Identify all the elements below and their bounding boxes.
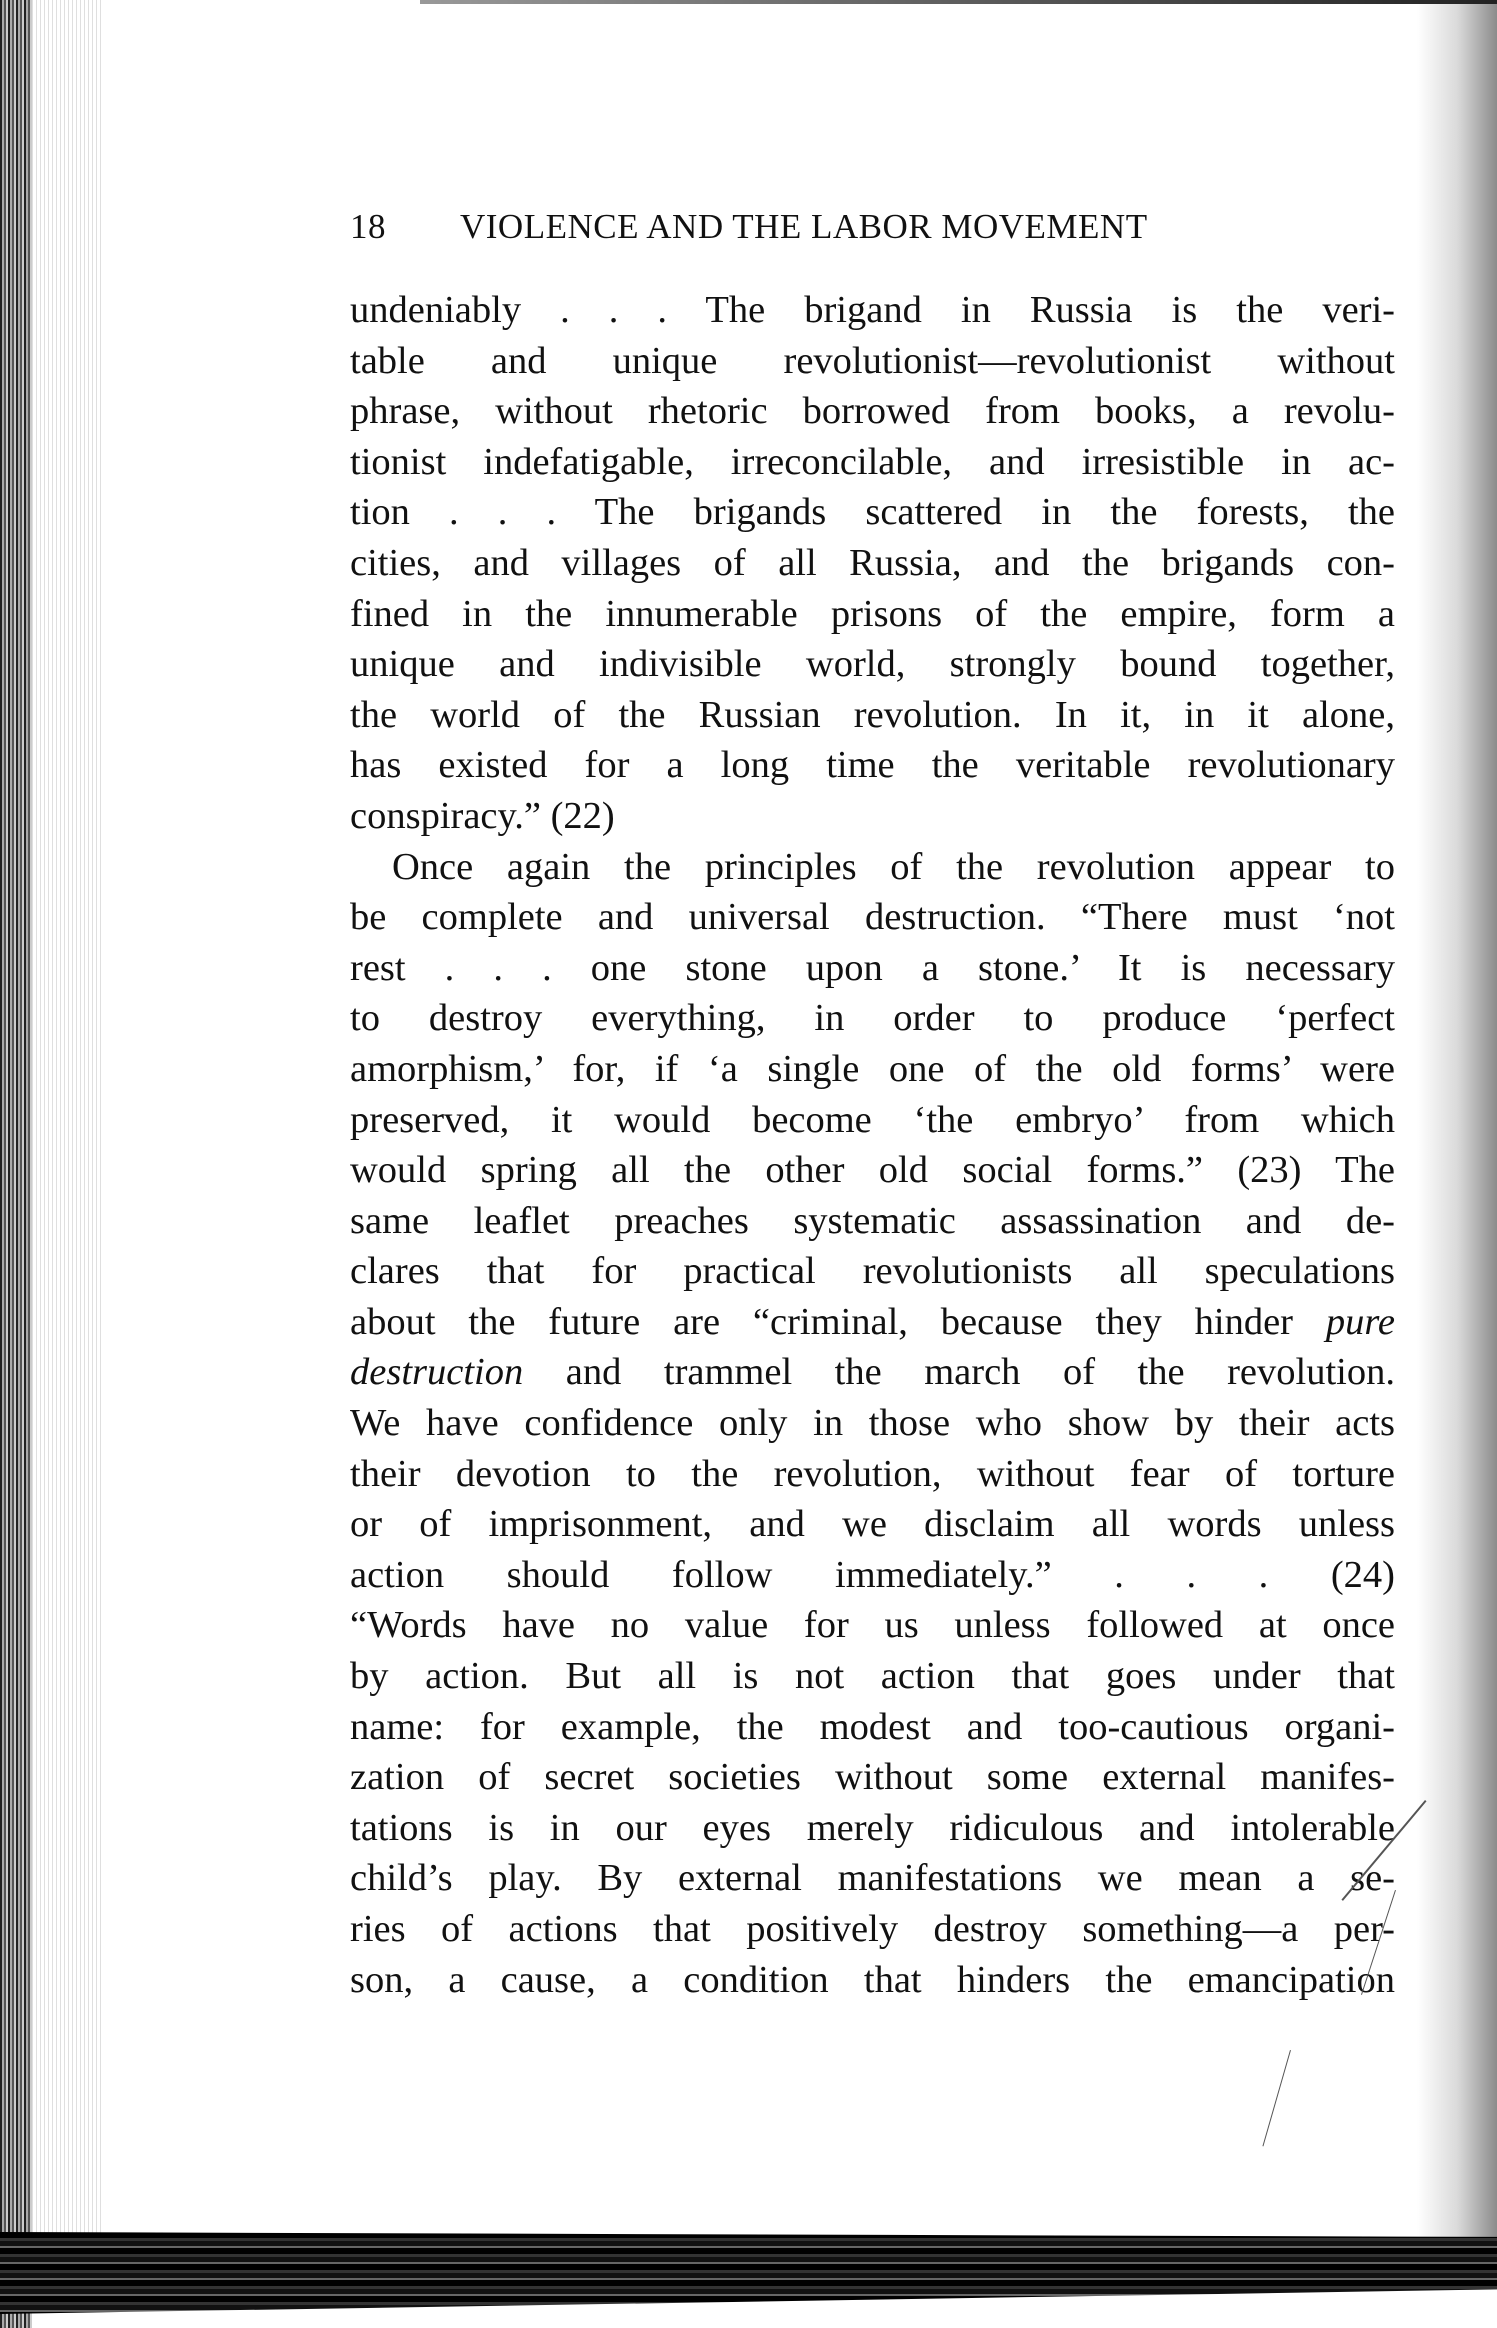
- text-line: tion . . . The brigands scattered in the forests, the: [350, 491, 1395, 534]
- pencil-mark-3: [1262, 2050, 1291, 2146]
- running-head: [350, 207, 1390, 247]
- text-line: Once again the principles of the revolution appear to: [392, 845, 1395, 888]
- text-line: amorphism,’ for, if ‘a single one of the old forms’ were: [350, 1047, 1395, 1090]
- text-line: phrase, without rhetoric borrowed from books, a revolu-: [350, 390, 1395, 433]
- page-top-edge: [420, 0, 1497, 4]
- text-line: tionist indefatigable, irreconcilable, and irresistible in ac-: [350, 440, 1395, 483]
- italic-text: pure: [1325, 1300, 1395, 1343]
- text-line: fined in the innumerable prisons of the empire, form a: [350, 592, 1395, 635]
- text-line: undeniably . . . The brigand in Russia is the veri-: [350, 289, 1395, 331]
- text-line: action should follow immediately.” . . . (24): [350, 1553, 1395, 1596]
- text-line: has existed for a long time the veritable revolutionary: [350, 744, 1395, 787]
- text-line: zation of secret societies without some external manifes-: [350, 1756, 1395, 1799]
- text-line: conspiracy.” (22): [350, 794, 615, 837]
- body-text: [350, 285, 1395, 2005]
- italic-text: destruction: [350, 1351, 524, 1394]
- text-line: name: for example, the modest and too-cautious organi-: [350, 1705, 1395, 1748]
- text-line: “Words have no value for us unless followed at once: [350, 1604, 1395, 1647]
- text-line: rest . . . one stone upon a stone.’ It is necessary: [350, 946, 1395, 989]
- text-line: clares that for practical revolutionists all speculations: [350, 1250, 1395, 1293]
- text-line: or of imprisonment, and we disclaim all words unless: [350, 1503, 1395, 1546]
- text-line: their devotion to the revolution, without fear of torture: [350, 1452, 1395, 1495]
- page-right-edge-shadow: [1417, 0, 1497, 2240]
- text-line: destruction and trammel the march of the revolution.: [350, 1351, 1395, 1394]
- text-line: son, a cause, a condition that hinders the emancipation: [350, 1958, 1395, 2001]
- text-line: table and unique revolutionist—revolutionist without: [350, 339, 1395, 382]
- page-number: 18: [350, 207, 386, 246]
- text-line: child’s play. By external manifestations we mean a se-: [350, 1857, 1395, 1900]
- text-line: to destroy everything, in order to produce ‘perfect: [350, 997, 1395, 1040]
- book-bottom-edge: [0, 2232, 1497, 2314]
- text-line: by action. But all is not action that goes under that: [350, 1655, 1395, 1698]
- book-spine-edge: [0, 0, 32, 2328]
- text-line: unique and indivisible world, strongly bound together,: [350, 643, 1395, 686]
- text-line: cities, and villages of all Russia, and the brigands con-: [350, 541, 1395, 584]
- text-line: would spring all the other old social forms.” (23) The: [350, 1149, 1395, 1192]
- running-head-title: VIOLENCE AND THE LABOR MOVEMENT: [460, 207, 1148, 246]
- text-line: ries of actions that positively destroy something—a per-: [350, 1908, 1395, 1950]
- text-line: same leaflet preaches systematic assassination and de-: [350, 1199, 1395, 1242]
- page-gutter-shadow: [32, 0, 102, 2240]
- text-line: the world of the Russian revolution. In it, in it alone,: [350, 693, 1395, 736]
- text-line: preserved, it would become ‘the embryo’ from which: [350, 1098, 1395, 1141]
- text-line: tations is in our eyes merely ridiculous and intolerable: [350, 1806, 1395, 1849]
- text-line: about the future are “criminal, because they hinder pure: [350, 1300, 1395, 1343]
- text-line: be complete and universal destruction. “There must ‘not: [350, 896, 1395, 939]
- text-line: We have confidence only in those who show by their acts: [350, 1402, 1395, 1445]
